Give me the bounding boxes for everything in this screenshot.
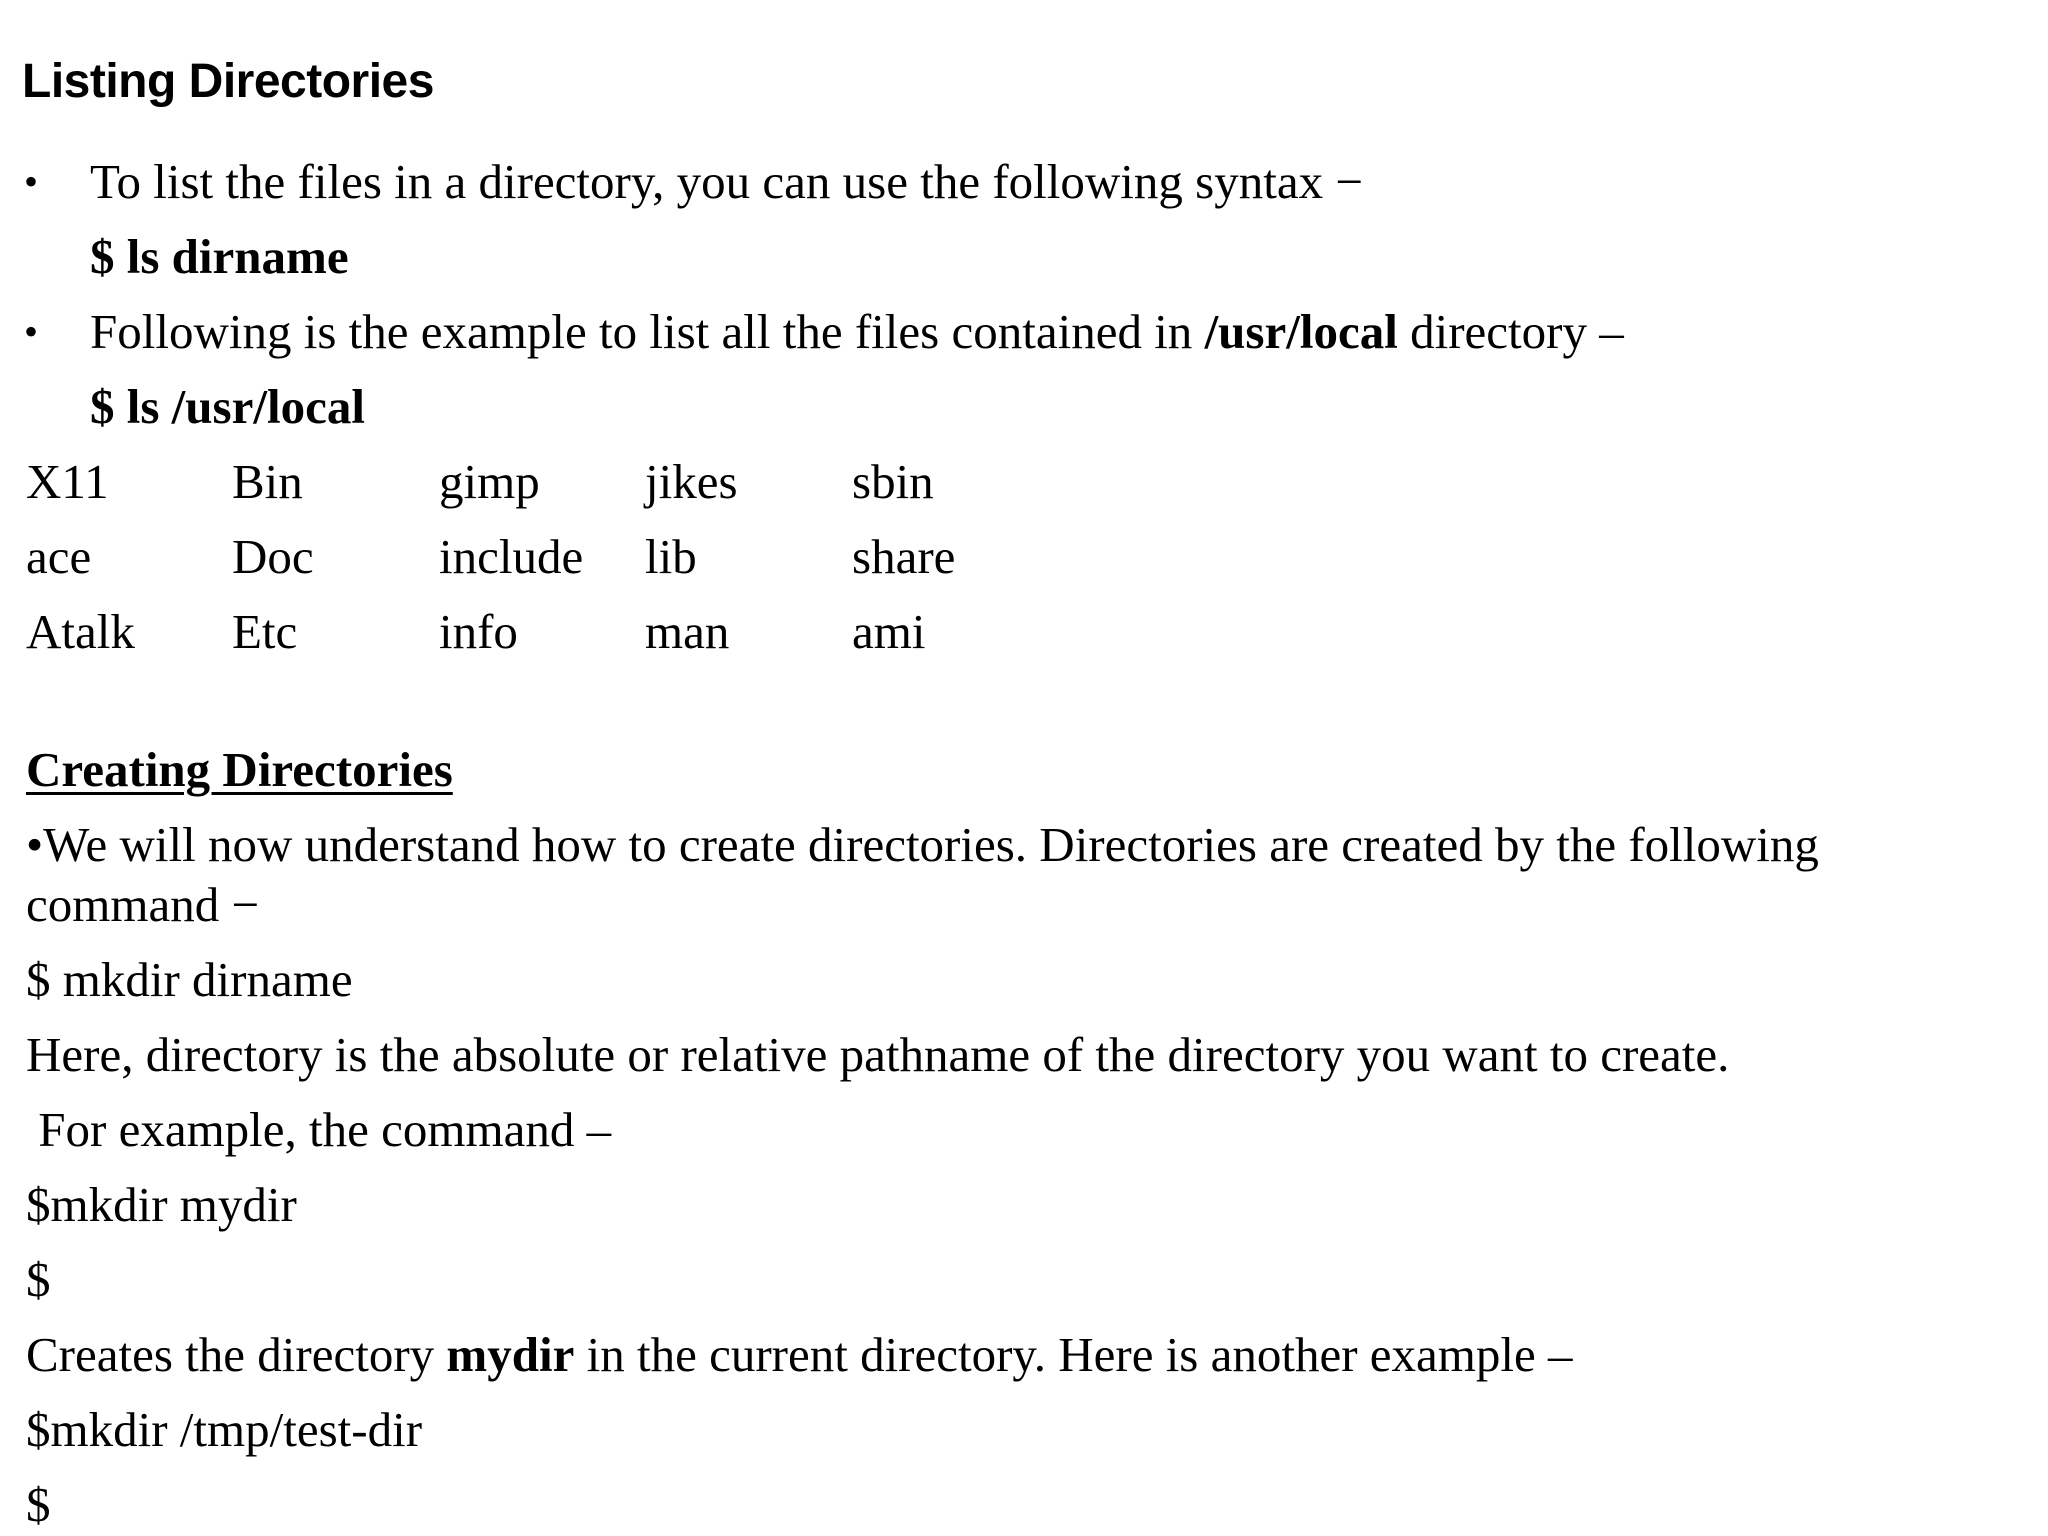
listing-command-2: $ ls /usr/local [90, 379, 365, 434]
creates-bold-dirname: mydir [446, 1327, 575, 1382]
creating-title: Creating Directories [26, 742, 453, 797]
shell-prompt: $ [26, 1252, 51, 1307]
listing-bullet-1: To list the files in a directory, you can use the following syntax − [90, 154, 1363, 209]
table-cell: man [645, 604, 730, 659]
shell-prompt: $ [26, 1477, 51, 1532]
table-cell: Etc [232, 604, 298, 659]
table-cell: gimp [439, 454, 540, 509]
table-cell: info [439, 604, 518, 659]
table-cell: Doc [232, 529, 314, 584]
listing-bullet-2-post: directory – [1397, 304, 1624, 359]
creating-example-intro: For example, the command – [26, 1102, 612, 1157]
creates-post: in the current directory. Here is another example – [574, 1327, 1573, 1382]
table-cell: share [852, 529, 956, 584]
mkdir-mydir-command: $mkdir mydir [26, 1177, 297, 1232]
listing-bullet-2 [90, 302, 1624, 362]
listing-bullet-2-pre: Following is the example to list all the files contained in [90, 304, 1205, 359]
mkdir-tmp-command: $mkdir /tmp/test-dir [26, 1402, 423, 1457]
listing-command-1: $ ls dirname [90, 229, 349, 284]
table-cell: ami [852, 604, 926, 659]
table-cell: X11 [26, 454, 109, 509]
listing-bullet-2-path: /usr/local [1204, 304, 1398, 359]
table-cell: Bin [232, 454, 303, 509]
bullet-marker: • [24, 309, 39, 354]
creates-pre: Creates the directory [26, 1327, 447, 1382]
creating-intro-line-2: command − [26, 877, 260, 932]
mkdir-command: $ mkdir dirname [26, 952, 353, 1007]
table-cell: jikes [645, 454, 738, 509]
table-cell: lib [645, 529, 697, 584]
creates-description [26, 1325, 1573, 1385]
table-cell: Atalk [26, 604, 135, 659]
listing-title: Listing Directories [22, 55, 434, 108]
table-cell: sbin [852, 454, 934, 509]
table-cell: ace [26, 529, 92, 584]
creating-explanation: Here, directory is the absolute or relative pathname of the directory you want to create. [26, 1027, 1730, 1082]
creating-intro-line-1: •We will now understand how to create directories. Directories are created by the following [26, 817, 1819, 872]
bullet-marker: • [24, 159, 39, 204]
table-cell: include [439, 529, 584, 584]
